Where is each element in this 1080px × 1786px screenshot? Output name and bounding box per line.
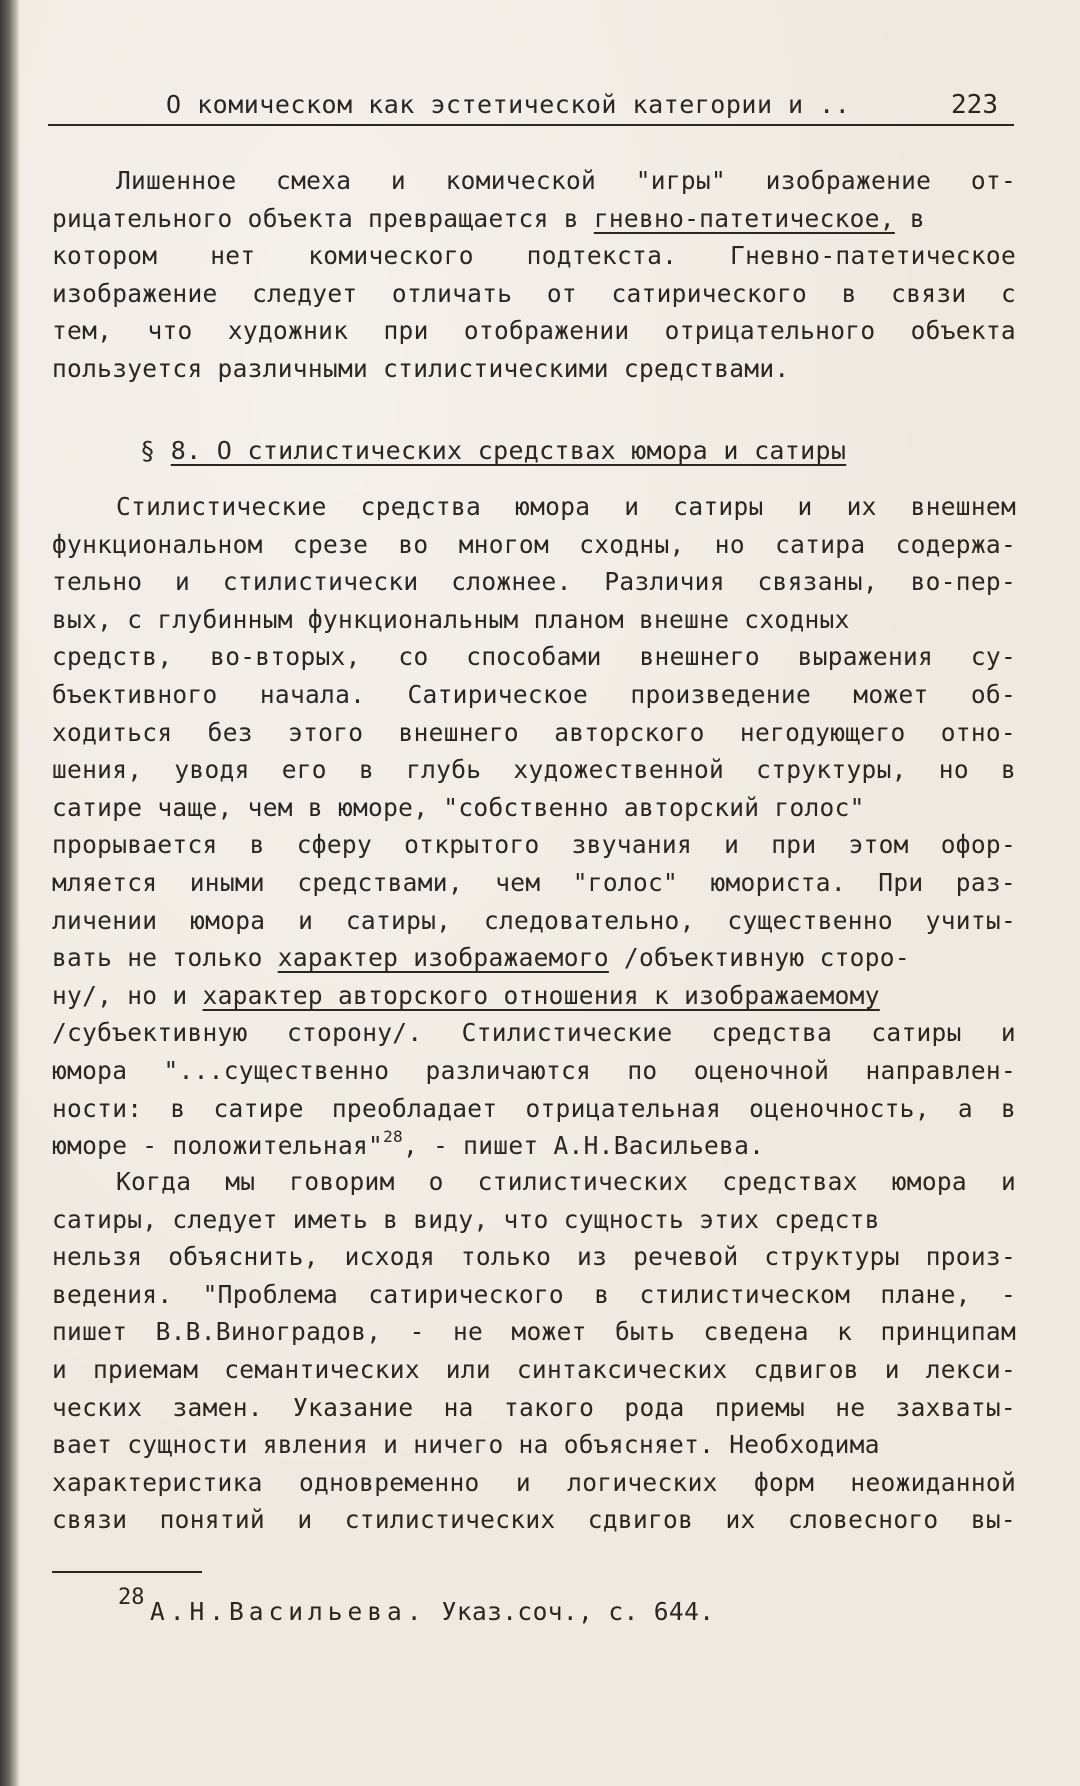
underlined-phrase: характер изображаемого (277, 943, 609, 973)
text-line: прорывается в сферу открытого звучания и при этом офор- (52, 830, 1016, 860)
text-line: Когда мы говорим о стилистических средствах юмора и (116, 1167, 1016, 1196)
text-line: ности: в сатире преобладает отрицательная оценочность, а в (52, 1093, 1016, 1123)
text-line: вых, с глубинным функциональным планом внешне сходных (52, 604, 850, 634)
text-line: мляется иными средствами, чем "голос" юмориста. При раз- (52, 867, 1016, 897)
text-segment: ну/, но и (52, 980, 203, 1010)
text-line (52, 977, 1016, 1015)
underlined-phrase: гневно-патетическое, (593, 203, 895, 233)
page-header (48, 90, 1014, 126)
text-line: тем, что художник при отображении отрицательного объекта (52, 316, 1016, 346)
text-line: личении юмора и сатиры, следовательно, существенно учиты- (52, 905, 1016, 935)
text-line: ческих замен. Указание на такого рода приемы не захваты- (52, 1392, 1016, 1422)
text-line: функциональном срезе во многом сходны, но сатира содержа- (52, 529, 1016, 559)
book-spine-shadow (0, 0, 20, 1786)
footnote-divider (52, 1571, 202, 1573)
text-segment: вать не только (52, 943, 278, 973)
footnote-reference: 28 (383, 1127, 403, 1147)
text-line: Лишенное смеха и комической "игры" изображение от- (116, 166, 1016, 195)
text-line: ходиться без этого внешнего авторского негодующего отно- (52, 717, 1016, 747)
text-segment: юморе - положительная" (52, 1131, 384, 1161)
text-line: пользуется различными стилистическими средствами. (52, 353, 790, 383)
text-line (52, 200, 1016, 238)
text-line: ведения. "Проблема сатирического в стилистическом плане, - (52, 1279, 1016, 1309)
text-line: и приемам семантических или синтаксических сдвигов и лекси- (52, 1354, 1016, 1384)
text-segment: в (894, 203, 925, 233)
text-line: котором нет комического подтекста. Гневно-патетическое (52, 241, 1016, 271)
paragraph-2 (52, 488, 1016, 1165)
text-line: вает сущности явления и ничего на объясняет. Необходима (52, 1430, 880, 1460)
text-segment: рицательного объекта превращается в (52, 203, 594, 233)
underlined-phrase: характер авторского отношения к изображаемому (202, 980, 880, 1010)
section-heading (140, 433, 846, 469)
text-segment: /объективную сторо- (608, 943, 910, 973)
text-line: характеристика одновременно и логических форм неожиданной (52, 1467, 1016, 1497)
text-segment: , - пишет А.Н.Васильева. (402, 1131, 765, 1161)
footnote-citation: Указ.соч., с. 644. (426, 1597, 715, 1626)
footnote (118, 1585, 715, 1630)
footnote-text (118, 1597, 714, 1626)
text-line: средств, во-вторых, со способами внешнего выражения су- (52, 642, 1016, 672)
text-line: юмора "...существенно различаются по оценочной направлен- (52, 1055, 1016, 1085)
text-line: /субъективную сторону/. Стилистические средства сатиры и (52, 1018, 1016, 1048)
text-line: связи понятий и стилистических сдвигов их словесного вы- (52, 1505, 1016, 1535)
running-title: О комическом как эстетической категории и .. (166, 90, 851, 119)
text-line: Стилистические средства юмора и сатиры и их внешнем (116, 492, 1016, 521)
text-line: шения, уводя его в глубь художественной структуры, но в (52, 755, 1016, 785)
footnote-number: 28 (118, 1585, 145, 1610)
text-line: пишет В.В.Виноградов, - не может быть сведена к принципам (52, 1317, 1016, 1347)
section-title: 8. О стилистических средствах юмора и сатиры (170, 436, 847, 465)
section-symbol: § (140, 436, 156, 465)
page-number: 223 (951, 90, 998, 120)
text-line: сатире чаще, чем в юморе, "собственно авторский голос" (52, 792, 865, 822)
text-line: тельно и стилистически сложнее. Различия связаны, во-пер- (52, 567, 1016, 597)
paragraph-1 (52, 162, 1016, 388)
footnote-author: А.Н.Васильева. (150, 1597, 427, 1626)
text-line: изображение следует отличать от сатирического в связи с (52, 278, 1016, 308)
text-line (52, 1127, 1016, 1165)
text-line: бъективного начала. Сатирическое произведение может об- (52, 679, 1016, 709)
paragraph-3 (52, 1163, 1016, 1539)
text-line (52, 939, 1016, 977)
text-line: нельзя объяснить, исходя только из речевой структуры произ- (52, 1242, 1016, 1272)
text-line: сатиры, следует иметь в виду, что сущность этих средств (52, 1204, 880, 1234)
